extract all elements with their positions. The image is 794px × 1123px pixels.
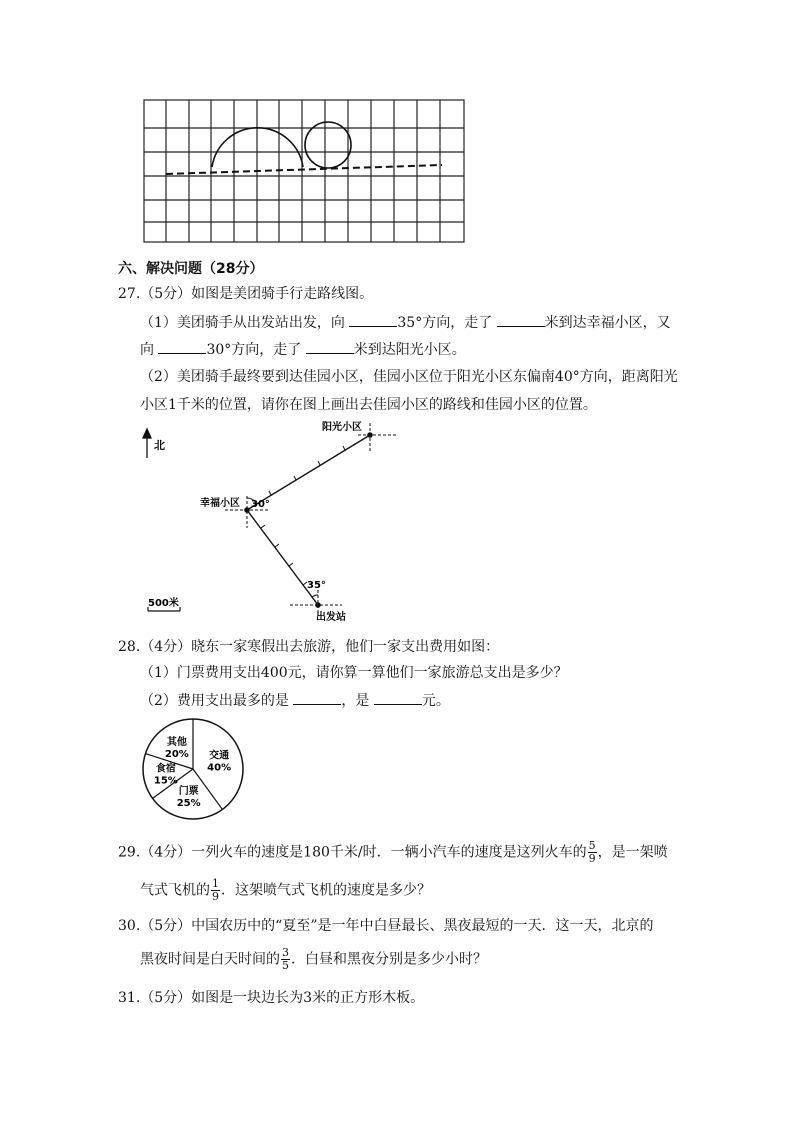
q30-line1: 30.（5分）中国农历中的“夏至”是一年中白昼最长、黑夜最短的一天．这一天，北京的 (118, 918, 654, 934)
q27-stem: 27.（5分）如图是美团骑手行走路线图。 (118, 286, 374, 302)
north-arrow (143, 429, 151, 458)
pie-slice-label: 交通 (209, 750, 230, 762)
answer-blank[interactable] (158, 339, 206, 354)
pie-slice-value: 40% (207, 762, 232, 774)
section-title: 六、解决问题（28分） (118, 261, 264, 277)
yangguang-label: 阳光小区 (322, 422, 362, 433)
q29-line1: 29.（4分）一列火车的速度是180千米/时．一辆小汽车的速度是这列火车的 $\frac{5}{9}$ ，是一架喷 (118, 839, 668, 865)
q28-part2: （2）费用支出最多的是 ，是 元。 (140, 690, 450, 711)
angle-30-label: 30° (251, 499, 270, 510)
q28-stem: 28.（4分）晓东一家寒假出去旅游，他们一家支出费用如图： (118, 639, 500, 655)
angle-35-label: 35° (307, 580, 326, 591)
pie-slice-label: 门票 (178, 786, 199, 798)
q27-part1-line2: 向 30°方向，走了 米到达阳光小区。 (140, 339, 466, 360)
xingfu-label: 幸福小区 (200, 498, 240, 509)
q30-line2: 黑夜时间是白天时间的 $\frac{3}{5}$ ．白昼和黑夜分别是多少小时？ (140, 946, 487, 972)
fraction: $\frac{3}{5}$ (282, 946, 289, 972)
north-label: 北 (154, 439, 165, 452)
pie-slice-value: 25% (176, 798, 201, 810)
answer-blank[interactable] (293, 690, 341, 705)
pie-slice-value: 20% (164, 748, 189, 760)
route-map (130, 418, 410, 624)
answer-blank[interactable] (497, 312, 545, 327)
q27-part2-line1: （2）美团骑手最终要到达佳园小区，佳园小区位于阳光小区东偏南40°方向，距离阳光 (140, 369, 678, 385)
answer-blank[interactable] (306, 339, 354, 354)
scale-label: 500米 (148, 598, 179, 609)
grid-figure (140, 95, 470, 247)
fraction: $\frac{5}{9}$ (588, 839, 596, 865)
chufa-label: 出发站 (316, 612, 346, 623)
answer-blank[interactable] (374, 690, 422, 705)
pie-chart (140, 716, 246, 822)
q27-part1-line1: （1）美团骑手从出发站出发，向 35°方向，走了 米到达幸福小区，又 (140, 312, 671, 333)
q29-line2: 气式飞机的 $\frac{1}{9}$ ．这架喷气式飞机的速度是多少？ (140, 877, 431, 903)
q28-part1: （1）门票费用支出400元，请你算一算他们一家旅游总支出是多少？ (140, 665, 568, 681)
q27-part2-line2: 小区1千米的位置，请你在图上画出去佳园小区的路线和佳园小区的位置。 (140, 397, 597, 413)
pie-slice-value: 15% (153, 775, 178, 787)
pie-slice-label: 食宿 (155, 763, 176, 775)
q31-stem: 31.（5分）如图是一块边长为3米的正方形木板。 (118, 990, 425, 1006)
answer-blank[interactable] (349, 312, 397, 327)
pie-slice-label: 其他 (166, 736, 187, 748)
fraction: $\frac{1}{9}$ (212, 877, 219, 903)
